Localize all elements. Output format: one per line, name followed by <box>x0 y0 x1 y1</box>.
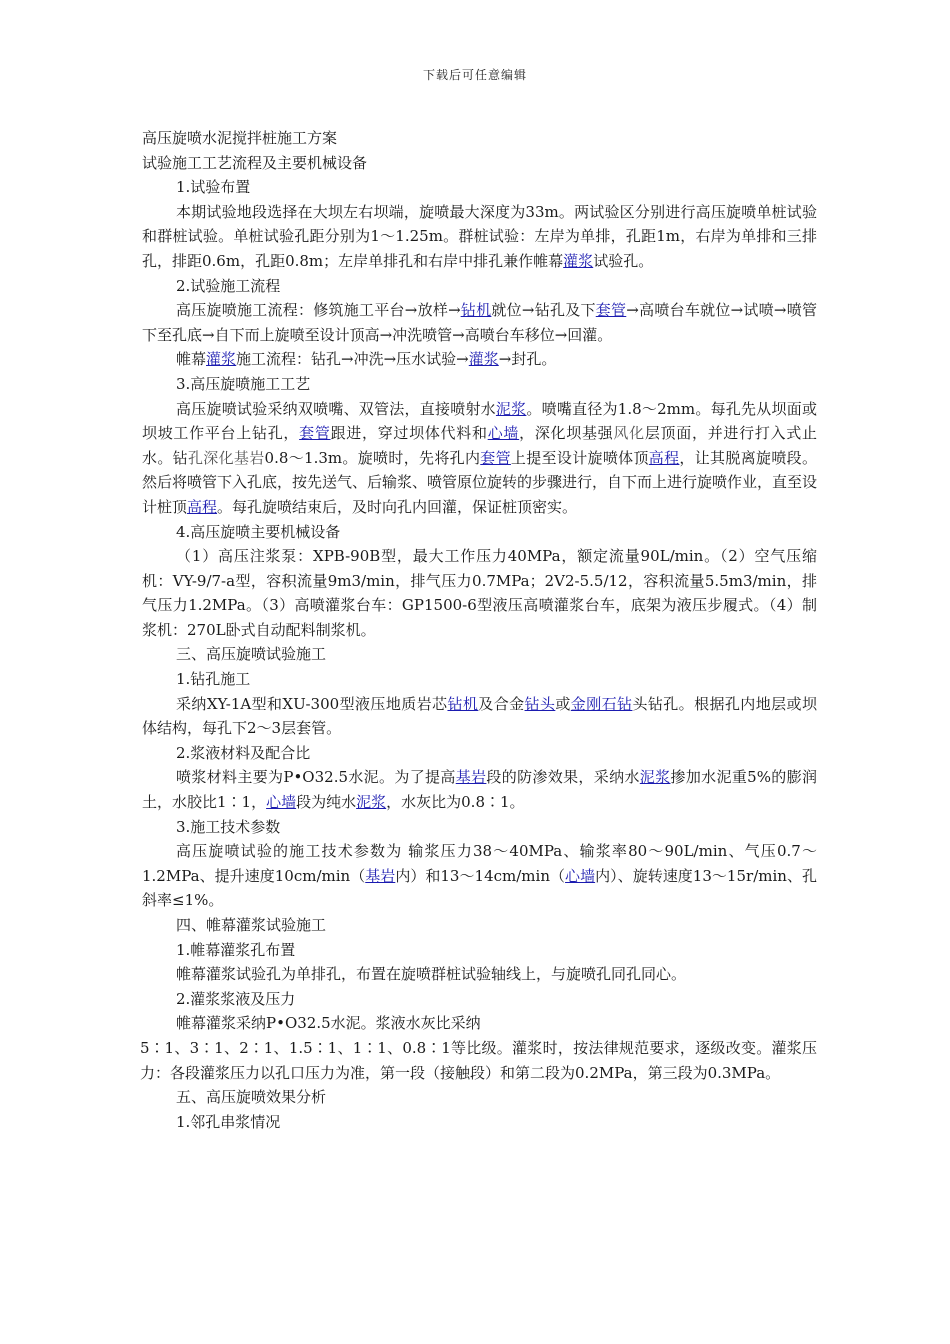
inline-link[interactable]: 灌浆 <box>206 350 237 369</box>
paragraph-grout-pressure-b: 5∶1、3∶1、2∶1、1.5∶1、1∶1、0.8∶1等比级。灌浆时，按法律规范要求，逐级改变。灌浆压力：各段灌浆压力以孔口压力为准，第一段（接触段）和第二段为0.2MPa，第三段为0.3MPa。 <box>140 1038 817 1082</box>
paragraph-grout-material: 喷浆材料主要为P•O32.5水泥。为了提高基岩段的防渗效果，采纳水泥浆掺加水泥重5%的膨润土，水胶比1∶1，心墙段为纯水泥浆，水灰比为0.8∶1。 <box>142 768 817 812</box>
inline-term: 孔深化基岩 <box>187 448 265 467</box>
inline-link[interactable]: 钻机 <box>460 301 492 320</box>
section-heading-4: 4.高压旋喷主要机械设备 <box>176 522 341 541</box>
doc-subtitle: 试验施工工艺流程及主要机械设备 <box>142 153 368 172</box>
paragraph-2b: 帷幕灌浆施工流程：钻孔→冲洗→压水试验→灌浆→封孔。 <box>176 350 557 369</box>
inline-link[interactable]: 灌浆 <box>468 350 499 369</box>
inline-link[interactable]: 心墙 <box>266 793 297 812</box>
inline-link[interactable]: 钻机 <box>447 694 479 713</box>
section-heading-3: 3.高压旋喷施工工艺 <box>176 374 311 393</box>
inline-link[interactable]: 套管 <box>595 301 627 320</box>
inline-term: 风化 <box>613 424 645 443</box>
paragraph-3: 高压旋喷试验采纳双喷嘴、双管法，直接喷射水泥浆。喷嘴直径为1.8～2mm。每孔先从坝面或坝坡工作平台上钻孔，套管跟进，穿过坝体代料和心墙，深化坝基强风化层顶面，并进行打入式止水。钻孔深化基岩0.8～1.3m。旋喷时，先将孔内套管上提至设计旋喷体顶高程，让其脱离旋喷段。然后将喷管下入孔底，按先送气、后输浆、喷管原位旋转的步骤进行，自下而上进行旋喷作业，直至设计桩顶高程。每孔旋喷结束后，及时向孔内回灌，保证桩顶密实。 <box>142 399 818 516</box>
inline-link[interactable]: 心墙 <box>565 866 596 885</box>
paragraph-1: 本期试验地段选择在大坝左右坝端，旋喷最大深度为33m。两试验区分别进行高压旋喷单桩试验和群桩试验。单桩试验孔距分别为1～1.25m。群桩试验：左岸为单排，孔距1m，右岸为单排和三排孔，排距0.6m，孔距0.8m；左岸单排孔和右岸中排孔兼作帷幕灌浆试验孔。 <box>142 202 817 270</box>
paragraph-tech-params: 高压旋喷试验的施工技术参数为 输浆压力38～40MPa、输浆率80～90L/min、气压0.7～1.2MPa、提升速度10cm/min（基岩内）和13～14cm/min（心墙内）、旋转速度13～15r/min、孔斜率≤1%。 <box>142 842 817 910</box>
paragraph-curtain-layout: 帷幕灌浆试验孔为单排孔，布置在旋喷群桩试验轴线上，与旋喷孔同孔同心。 <box>176 965 687 984</box>
subheading-curtain-layout: 1.帷幕灌浆孔布置 <box>176 940 296 959</box>
inline-link[interactable]: 心墙 <box>487 424 520 443</box>
doc-title: 高压旋喷水泥搅拌桩施工方案 <box>142 129 338 147</box>
inline-link[interactable]: 基岩 <box>365 866 396 885</box>
inline-link[interactable]: 套管 <box>299 424 331 443</box>
paragraph-grout-pressure-a: 帷幕灌浆采纳P•O32.5水泥。浆液水灰比采纳 <box>176 1014 481 1033</box>
inline-link[interactable]: 高程 <box>187 497 218 516</box>
section-heading-2: 2.试验施工流程 <box>176 276 281 295</box>
inline-link[interactable]: 钻头 <box>524 694 556 713</box>
page-header: 下载后可任意编辑 <box>422 68 527 82</box>
part-heading-4: 四、帷幕灌浆试验施工 <box>176 916 327 934</box>
inline-link[interactable]: 泥浆 <box>639 768 671 787</box>
inline-link[interactable]: 泥浆 <box>356 793 387 812</box>
inline-link[interactable]: 金刚石钻 <box>570 694 633 713</box>
document-body <box>142 126 817 1134</box>
subheading-adjacent-grout: 1.邻孔串浆情况 <box>176 1112 281 1131</box>
part-heading-5: 五、高压旋喷效果分析 <box>176 1088 327 1107</box>
subheading-grout-material: 2.浆液材料及配合比 <box>176 743 311 762</box>
paragraph-drilling: 采纳XY-1A型和XU-300型液压地质岩芯钻机及合金钻头或金刚石钻头钻孔。根据孔内地层或坝体结构，每孔下2～3层套管。 <box>142 694 817 738</box>
subheading-drilling: 1.钻孔施工 <box>176 670 251 689</box>
inline-link[interactable]: 高程 <box>648 448 680 467</box>
subheading-tech-params: 3.施工技术参数 <box>176 817 281 836</box>
inline-link[interactable]: 基岩 <box>455 768 487 787</box>
section-heading-1: 1.试验布置 <box>176 178 251 197</box>
inline-link[interactable]: 泥浆 <box>495 399 527 418</box>
inline-link[interactable]: 套管 <box>480 448 511 467</box>
part-heading-3: 三、高压旋喷试验施工 <box>176 645 327 664</box>
paragraph-4: （1）高压注浆泵：XPB-90B型，最大工作压力40MPa，额定流量90L/min。（2）空气压缩机：VY-9/7-a型，容积流量9m3/min，排气压力0.7MPa；2V2-5.5/12，容积流量5.5m3/min，排气压力1.2MPa。（3）高喷灌浆台车：GP1500-6型液压高喷灌浆台车，底架为液压步履式。（4）制浆机：270L卧式自动配料制浆机。 <box>142 547 817 639</box>
inline-link[interactable]: 灌浆 <box>563 251 594 270</box>
paragraph-2a: 高压旋喷施工流程：修筑施工平台→放样→钻机就位→钻孔及下套管→高喷台车就位→试喷→喷管下至孔底→自下而上旋喷至设计顶高→冲洗喷管→高喷台车移位→回灌。 <box>142 301 817 344</box>
subheading-grout-pressure: 2.灌浆浆液及压力 <box>176 989 296 1008</box>
